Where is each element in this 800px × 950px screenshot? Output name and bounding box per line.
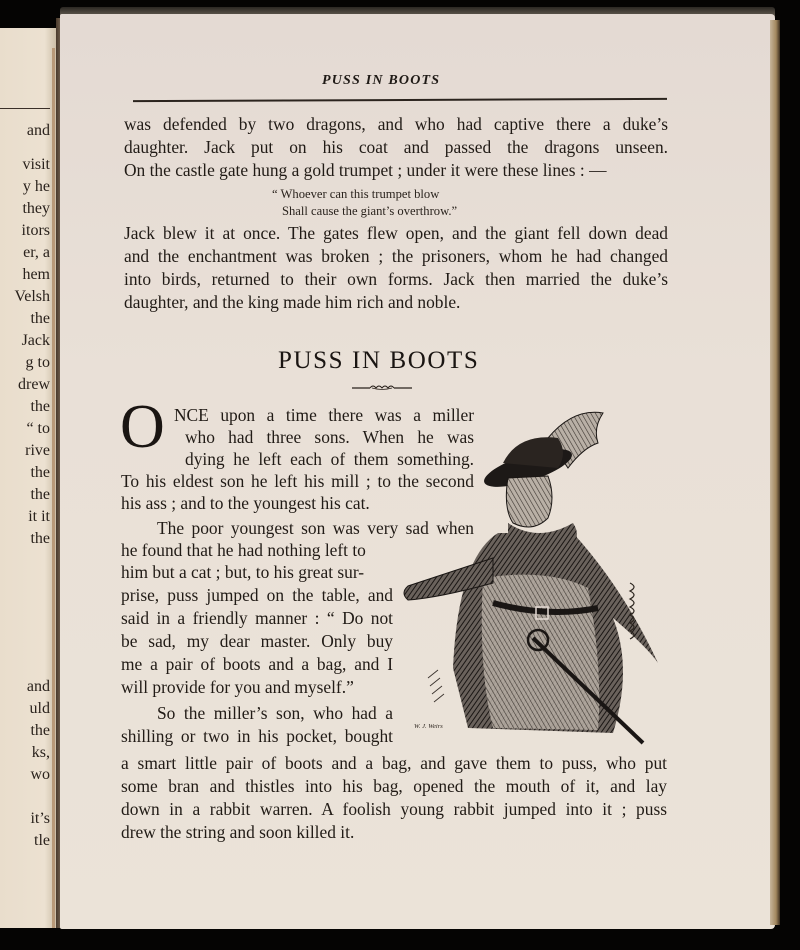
left-page-fragment: uld <box>29 700 50 717</box>
running-head: PUSS IN BOOTS <box>322 73 441 88</box>
left-page-fragment: the <box>30 464 50 481</box>
body-line: The poor youngest son was very sad when <box>157 518 474 538</box>
left-page-fragment: the <box>30 398 50 415</box>
title-ornament-icon <box>352 383 412 391</box>
left-page-fragment: g to <box>25 354 50 371</box>
body-line: who had three sons. When he was <box>185 427 474 447</box>
left-page-fragment: wo <box>30 766 50 783</box>
left-page-fragment: itors <box>21 222 50 239</box>
page-fore-edge <box>770 20 780 925</box>
body-line: be sad, my dear master. Only buy <box>121 631 393 651</box>
left-page-fragment: they <box>22 200 50 217</box>
body-line: To his eldest son he left his mill ; to the second <box>121 471 474 491</box>
left-page-fragment: drew <box>18 376 50 393</box>
left-page-fragment: the <box>30 310 50 327</box>
body-line: NCE upon a time there was a miller <box>174 405 474 425</box>
body-line: him but a cat ; but, to his great sur- <box>121 562 365 582</box>
puss-in-boots-illustration <box>398 408 660 750</box>
body-line: me a pair of boots and a bag, and I <box>121 654 393 674</box>
left-page-fragment: rive <box>25 442 50 459</box>
body-line: into birds, returned to their own forms. Jack then married the duke’s <box>124 269 668 289</box>
left-page-fragment: the <box>30 722 50 739</box>
body-line: daughter, and the king made him rich and noble. <box>124 292 461 312</box>
left-page-fragment: the <box>30 486 50 503</box>
verse-line: “ Whoever can this trumpet blow <box>272 187 440 201</box>
body-line: some bran and thistles into his bag, opened the mouth of it, and lay <box>121 776 667 796</box>
body-line: drew the string and soon killed it. <box>121 822 355 842</box>
body-line: shilling or two in his pocket, bought <box>121 726 393 746</box>
left-page-gutter-edge <box>52 48 55 928</box>
left-page-fragment: the <box>30 530 50 547</box>
body-line: said in a friendly manner : “ Do not <box>121 608 393 628</box>
body-line: he found that he had nothing left to <box>121 540 366 560</box>
body-line: Jack blew it at once. The gates flew open, and the giant fell down dead <box>124 223 668 243</box>
left-page-fragment: ks, <box>31 744 50 761</box>
left-page-fragment: Velsh <box>14 288 50 305</box>
left-page-fragment: “ to <box>26 420 50 437</box>
left-page-fragment: it’s <box>30 810 50 827</box>
left-page-fragment: y he <box>22 178 50 195</box>
body-line: a smart little pair of boots and a bag, and gave them to puss, who put <box>121 753 667 773</box>
left-page-rule <box>0 108 50 109</box>
body-line: his ass ; and to the youngest his cat. <box>121 493 370 513</box>
body-line: daughter. Jack put on his coat and passed the dragons unseen. <box>124 137 668 157</box>
body-line: was defended by two dragons, and who had captive there a duke’s <box>124 114 668 134</box>
left-page-fragment: and <box>26 678 50 695</box>
body-line: down in a rabbit warren. A foolish young rabbit jumped into it ; puss <box>121 799 667 819</box>
left-page-fragment: er, a <box>23 244 50 261</box>
body-line: will provide for you and myself.” <box>121 677 354 697</box>
story-title: PUSS IN BOOTS <box>278 347 480 374</box>
left-page-fragment: tle <box>34 832 50 849</box>
svg-text:W. J. Weirs: W. J. Weirs <box>414 723 443 730</box>
left-page-fragment: hem <box>22 266 50 283</box>
left-page-fragment: and <box>26 122 50 139</box>
left-page-fragment: Jack <box>21 332 50 349</box>
body-line: prise, puss jumped on the table, and <box>121 585 393 605</box>
left-page-fragment: it it <box>28 508 50 525</box>
body-line: On the castle gate hung a gold trumpet ; under it were these lines : — <box>124 160 607 180</box>
left-page-fragment: visit <box>22 156 50 173</box>
body-line: So the miller’s son, who had a <box>157 703 393 723</box>
body-line: and the enchantment was broken ; the prisoners, whom he had changed <box>124 246 668 266</box>
left-facing-page <box>0 28 56 928</box>
verse-line: Shall cause the giant’s overthrow.” <box>282 204 458 218</box>
drop-cap: O <box>120 393 165 461</box>
body-line: dying he left each of them something. <box>185 449 474 469</box>
